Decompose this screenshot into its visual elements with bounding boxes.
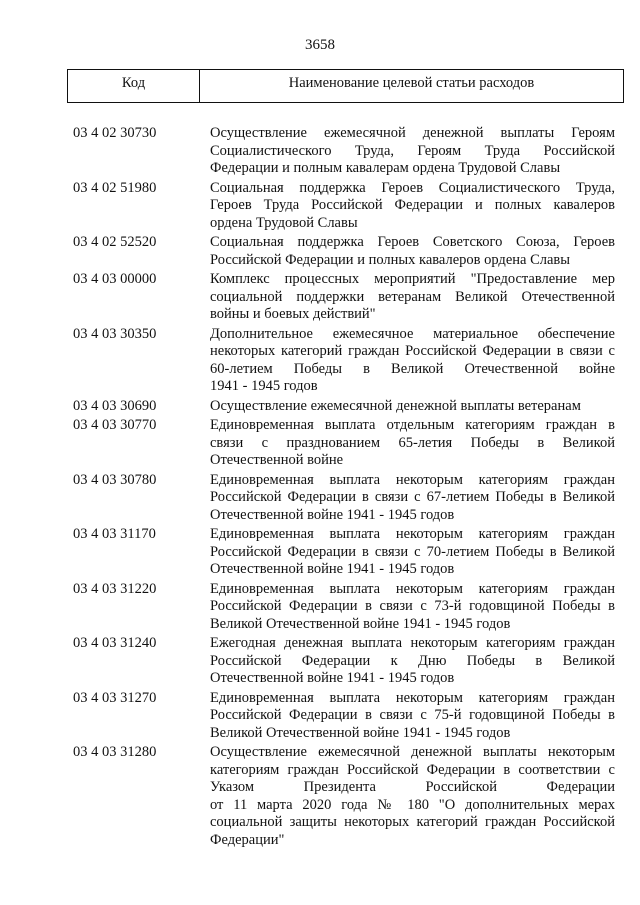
row-name: [210, 690, 615, 743]
row-name: [210, 125, 615, 178]
table-row: [73, 125, 615, 178]
row-code: 03 4 02 52520: [73, 234, 157, 250]
row-name-line: 60-летием Победы в Великой Отечественной войне: [210, 360, 615, 377]
row-code: 03 4 03 31240: [73, 635, 157, 651]
row-name-line: категориям граждан Российской Федерации в соответствии с: [210, 761, 615, 778]
row-name-line: социальной защиты некоторых категорий граждан Российской: [210, 814, 615, 830]
row-name-line: Отечественной войне 1941 - 1945 годов: [210, 561, 455, 577]
row-name-line: Российской Федерации к Дню Победы в Великой: [210, 652, 615, 669]
row-name-line: войны и боевых действий": [210, 306, 376, 322]
row-name-line: некоторых категорий граждан Российской Федерации в связи с: [210, 343, 615, 359]
row-name-line: Единовременная выплата некоторым категориям граждан: [210, 689, 615, 706]
row-name-line: Единовременная выплата некоторым категориям граждан: [210, 580, 615, 597]
row-code: 03 4 03 31280: [73, 744, 157, 760]
table-row: [73, 417, 615, 470]
row-name-line: Социалистического Труда, Героям Труда Российской: [210, 142, 615, 159]
table-row: [73, 690, 615, 743]
row-name-line: социальной поддержки ветеранам Великой Отечественной: [210, 288, 615, 305]
row-name-line: Российской Федерации в связи с 75-й годовщиной Победы в: [210, 707, 615, 723]
row-gap: [73, 849, 615, 851]
row-name: [210, 472, 615, 525]
row-name-line: Отечественной войне 1941 - 1945 годов: [210, 506, 455, 523]
row-code: 03 4 03 30770: [73, 417, 157, 433]
row-name: [210, 180, 615, 233]
table-row: [73, 271, 615, 324]
row-name: [210, 417, 615, 470]
row-name-line: от 11 марта 2020 года № 180 "О дополнительных мерах: [210, 796, 615, 813]
row-name-line: Российской Федерации в связи с 70-летием Победы в Великой: [210, 543, 615, 560]
row-name-line: Ежегодная денежная выплата некоторым категориям граждан: [210, 635, 615, 651]
expense-items-list: [73, 125, 615, 851]
row-name-line: 1941 - 1945 годов: [210, 378, 318, 394]
row-code: 03 4 03 00000: [73, 271, 157, 287]
table-row: [73, 526, 615, 579]
row-name-line: Комплекс процессных мероприятий "Предоставление мер: [210, 271, 615, 287]
header-name: Наименование целевой статьи расходов: [288, 75, 535, 91]
row-name: [210, 326, 615, 396]
row-code: 03 4 03 31270: [73, 689, 157, 706]
row-name-line: Социальная поддержка Героев Советского Союза, Героев: [210, 234, 615, 250]
row-name-line: Российской Федерации в связи с 73-й годовщиной Победы в: [210, 598, 615, 614]
row-name-line: ордена Трудовой Славы: [210, 214, 358, 231]
row-code: 03 4 02 30730: [73, 125, 157, 141]
row-name-line: Отечественной войне 1941 - 1945 годов: [210, 670, 455, 686]
row-name-line: Осуществление ежемесячной денежной выплаты ветеранам: [210, 397, 581, 414]
row-name: [210, 271, 615, 324]
row-code: 03 4 03 31220: [73, 580, 157, 597]
row-name-line: Российской Федерации в связи с 67-летием Победы в Великой: [210, 489, 615, 505]
table-row: [73, 180, 615, 233]
table-row: [73, 234, 615, 269]
row-name-line: Указом Президента Российской Федерации: [210, 779, 615, 795]
row-name-line: Федерации и полным кавалерам ордена Трудовой Славы: [210, 160, 561, 176]
row-name-line: Отечественной войне: [210, 452, 344, 468]
row-name-line: Осуществление ежемесячной денежной выплаты некоторым: [210, 744, 615, 760]
table-header: [67, 69, 624, 103]
table-row: [73, 472, 615, 525]
row-name-line: Социальная поддержка Героев Социалистического Труда,: [210, 179, 615, 196]
row-name: [210, 398, 615, 416]
row-name-line: связи с празднованием 65-летия Победы в Великой: [210, 434, 615, 451]
table-row: [73, 326, 615, 396]
row-name-line: Героев Труда Российской Федерации и полных кавалеров: [210, 197, 615, 213]
row-name-line: Дополнительное ежемесячное материальное обеспечение: [210, 325, 615, 342]
row-name: [210, 526, 615, 579]
table-row: [73, 744, 615, 849]
row-code: 03 4 02 51980: [73, 179, 157, 196]
row-name: [210, 234, 615, 269]
page-number: 3658: [305, 37, 335, 53]
row-name-line: Единовременная выплата некоторым категориям граждан: [210, 526, 615, 542]
row-name-line: Осуществление ежемесячной денежной выплаты Героям: [210, 125, 615, 141]
row-code: 03 4 03 30690: [73, 397, 157, 414]
row-code: 03 4 03 30780: [73, 471, 157, 488]
row-code: 03 4 03 31170: [73, 526, 156, 542]
table-row: [73, 398, 615, 416]
row-name-line: Российской Федерации и полных кавалеров ордена Славы: [210, 251, 571, 268]
row-name-line: Великой Отечественной войне 1941 - 1945 годов: [210, 615, 511, 632]
row-code: 03 4 03 30350: [73, 325, 157, 342]
row-name: [210, 744, 615, 849]
row-name-line: Единовременная выплата некоторым категориям граждан: [210, 471, 615, 488]
row-name-line: Великой Отечественной войне 1941 - 1945 годов: [210, 724, 511, 741]
table-row: [73, 581, 615, 634]
row-name: [210, 635, 615, 688]
table-row: [73, 635, 615, 688]
header-code: Код: [68, 70, 200, 102]
row-name-line: Федерации": [210, 831, 285, 848]
row-name: [210, 581, 615, 634]
row-name-line: Единовременная выплата отдельным категориям граждан в: [210, 417, 615, 433]
